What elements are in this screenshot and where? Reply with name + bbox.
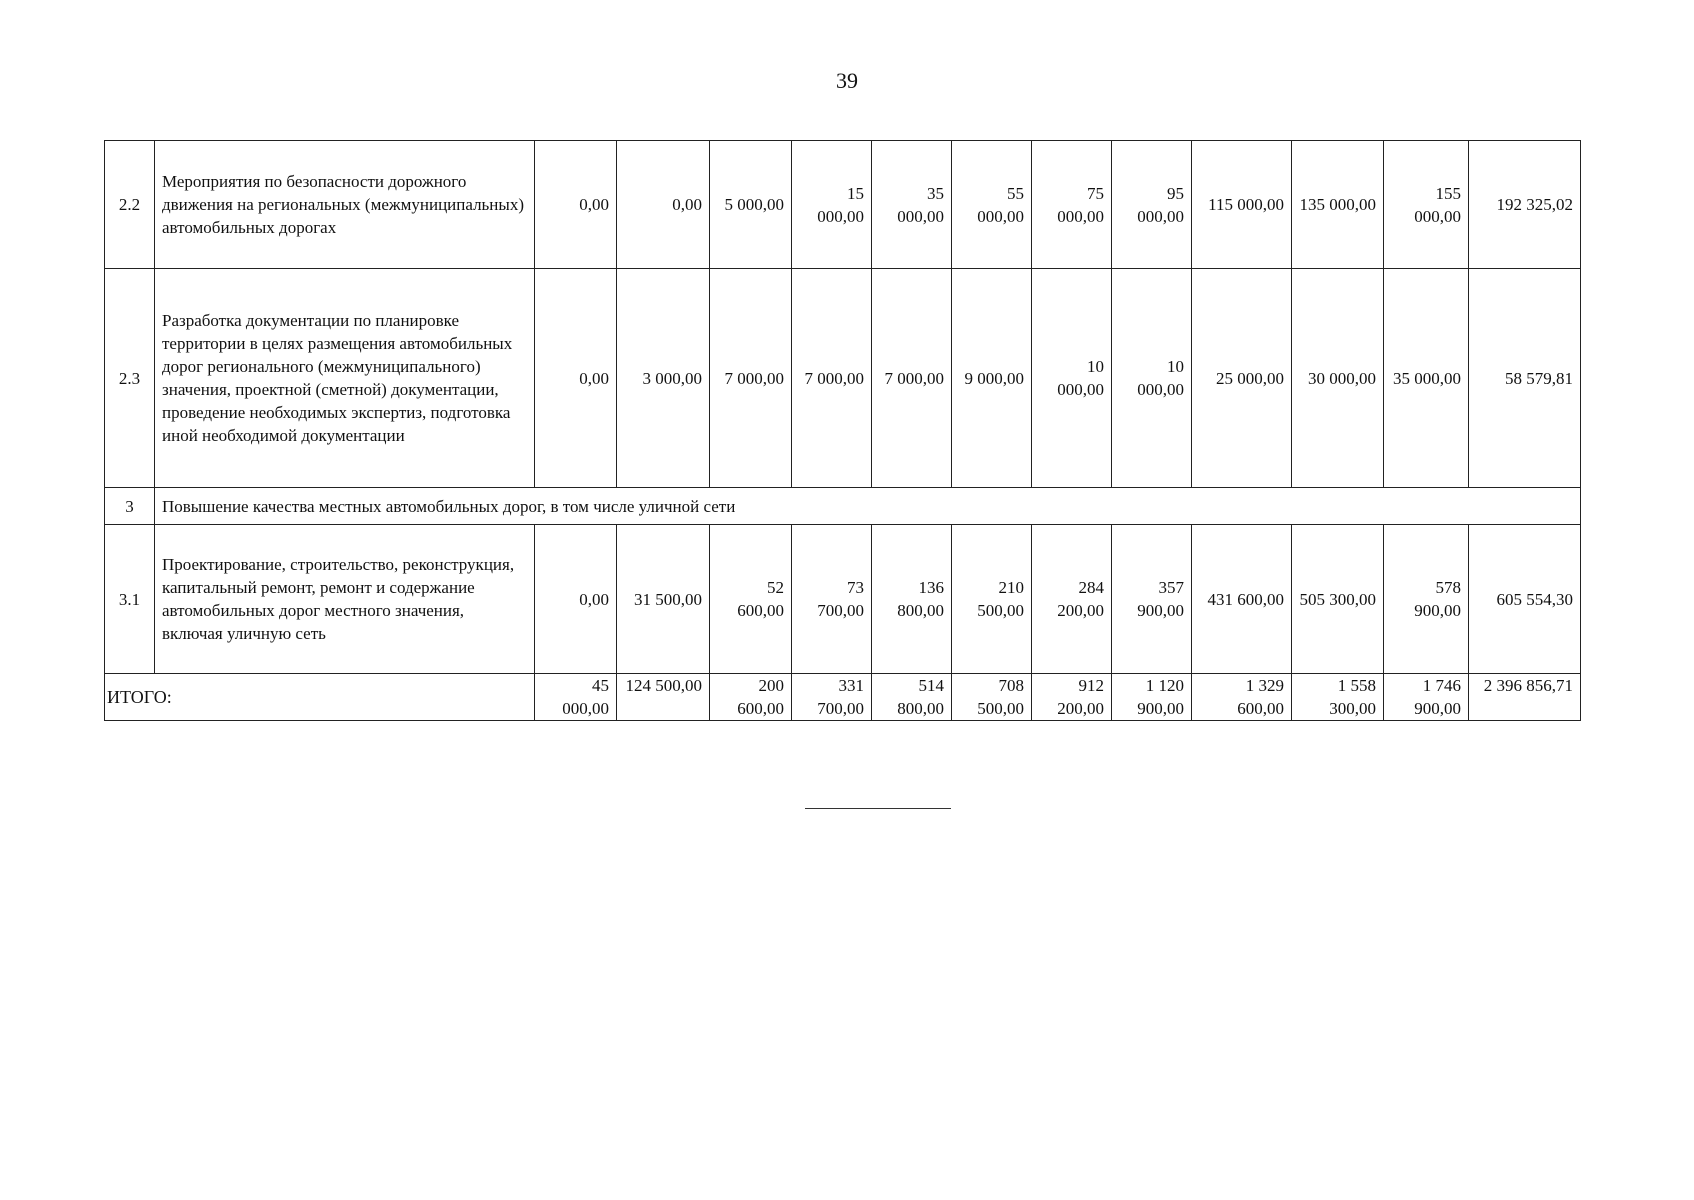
total-value (1384, 674, 1469, 721)
value-cell (1192, 269, 1292, 488)
value-cell (1292, 525, 1384, 674)
value-text: 155 000,00 (1414, 183, 1461, 226)
value-cell (1384, 141, 1469, 269)
value-cell (1032, 269, 1112, 488)
section-row (105, 488, 1581, 525)
value-cell (792, 525, 872, 674)
value-text: 331 700,00 (817, 676, 864, 718)
value-text: 505 300,00 (1299, 589, 1376, 609)
value-cell (1112, 269, 1192, 488)
total-row (105, 674, 1581, 721)
total-value (710, 674, 792, 721)
value-text: 1 746 900,00 (1414, 676, 1461, 718)
value-text: 210 500,00 (977, 578, 1024, 620)
value-cell (792, 269, 872, 488)
value-text: 2 396 856,71 (1483, 676, 1573, 695)
row-number: 2.3 (105, 269, 155, 488)
value-cell (792, 141, 872, 269)
total-label: ИТОГО: (105, 674, 535, 721)
value-text: 1 558 300,00 (1329, 676, 1376, 718)
value-cell (710, 141, 792, 269)
value-cell (1192, 525, 1292, 674)
total-value (1032, 674, 1112, 721)
value-text: 708 500,00 (977, 676, 1024, 718)
value-text: 7 000,00 (724, 368, 784, 388)
value-cell (1032, 141, 1112, 269)
value-cell: 0,00 (535, 141, 617, 269)
total-value (1192, 674, 1292, 721)
value-text: 431 600,00 (1207, 589, 1284, 609)
value-text: 135 000,00 (1299, 195, 1376, 214)
value-text: 200 600,00 (737, 676, 784, 718)
value-text: 284 200,00 (1057, 578, 1104, 620)
total-value (872, 674, 952, 721)
value-cell (1384, 525, 1469, 674)
total-value (1292, 674, 1384, 721)
value-cell: 0,00 (535, 269, 617, 488)
value-cell (872, 269, 952, 488)
value-text: 124 500,00 (625, 676, 702, 695)
total-value (792, 674, 872, 721)
value-cell (1292, 141, 1384, 269)
row-number: 3.1 (105, 525, 155, 674)
value-cell (1469, 525, 1581, 674)
value-cell (617, 525, 710, 674)
row-name: Мероприятия по безопасности дорожного движения на региональных (межмуниципальных) автомобильных дорогах (155, 141, 535, 269)
value-cell (1384, 269, 1469, 488)
value-text: 45 000,00 (562, 676, 609, 718)
row-name: Проектирование, строительство, реконструкция, капитальный ремонт, ремонт и содержание автомобильных дорог местного значения, включая уличную сеть (155, 525, 535, 674)
value-text: 35 000,00 (897, 183, 944, 226)
value-text: 115 000,00 (1208, 195, 1284, 214)
value-text: 52 600,00 (737, 578, 784, 620)
total-value (1112, 674, 1192, 721)
value-text: 136 800,00 (897, 578, 944, 620)
value-text: 15 000,00 (817, 183, 864, 226)
row-number: 2.2 (105, 141, 155, 269)
value-text: 605 554,30 (1496, 589, 1573, 609)
value-text: 55 000,00 (977, 183, 1024, 226)
value-cell (1112, 141, 1192, 269)
value-cell (952, 269, 1032, 488)
value-text: 10 000,00 (1057, 357, 1104, 399)
page-number: 39 (836, 68, 858, 93)
value-cell (710, 525, 792, 674)
value-text: 10 000,00 (1137, 357, 1184, 399)
total-value (952, 674, 1032, 721)
value-text: 31 500,00 (634, 589, 702, 609)
value-text: 192 325,02 (1496, 195, 1573, 214)
row-name: Разработка документации по планировке территории в целях размещения автомобильных дорог регионального (межмуниципального) значения, проектной (сметной) документации, проведение необходимых экспертиз, подготовка иной необходимой документации (155, 269, 535, 488)
value-cell: 0,00 (617, 141, 710, 269)
value-cell: 58 579,81 (1469, 269, 1581, 488)
total-value (617, 674, 710, 721)
value-text: 5 000,00 (724, 195, 784, 214)
value-cell (952, 525, 1032, 674)
table-row (105, 269, 1581, 488)
value-cell (1032, 525, 1112, 674)
value-text: 1 120 900,00 (1137, 676, 1184, 718)
value-text: 357 900,00 (1137, 578, 1184, 620)
total-value (535, 674, 617, 721)
budget-table (104, 140, 1581, 721)
value-text: 25 000,00 (1216, 368, 1284, 388)
value-text: 514 800,00 (897, 676, 944, 718)
value-text: 7 000,00 (884, 368, 944, 388)
table-row (105, 141, 1581, 269)
value-text: 578 900,00 (1414, 578, 1461, 620)
value-cell (872, 141, 952, 269)
value-cell: 0,00 (535, 525, 617, 674)
closing-divider (805, 808, 951, 809)
value-cell: 3 000,00 (617, 269, 710, 488)
table-row (105, 525, 1581, 674)
value-cell (1469, 141, 1581, 269)
value-text: 912 200,00 (1057, 676, 1104, 718)
value-text: 7 000,00 (804, 368, 864, 388)
value-cell (1292, 269, 1384, 488)
value-cell (872, 525, 952, 674)
row-number: 3 (105, 488, 155, 525)
value-cell (952, 141, 1032, 269)
value-text: 73 700,00 (817, 578, 864, 620)
value-text: 30 000,00 (1308, 368, 1376, 388)
section-title: Повышение качества местных автомобильных дорог, в том числе уличной сети (155, 488, 1581, 525)
value-text: 9 000,00 (964, 368, 1024, 388)
value-text: 95 000,00 (1137, 183, 1184, 226)
value-cell (1192, 141, 1292, 269)
value-text: 75 000,00 (1057, 183, 1104, 226)
value-cell (1112, 525, 1192, 674)
value-text: 1 329 600,00 (1237, 676, 1284, 718)
total-value (1469, 674, 1581, 721)
value-cell (710, 269, 792, 488)
value-text: 35 000,00 (1393, 368, 1461, 388)
